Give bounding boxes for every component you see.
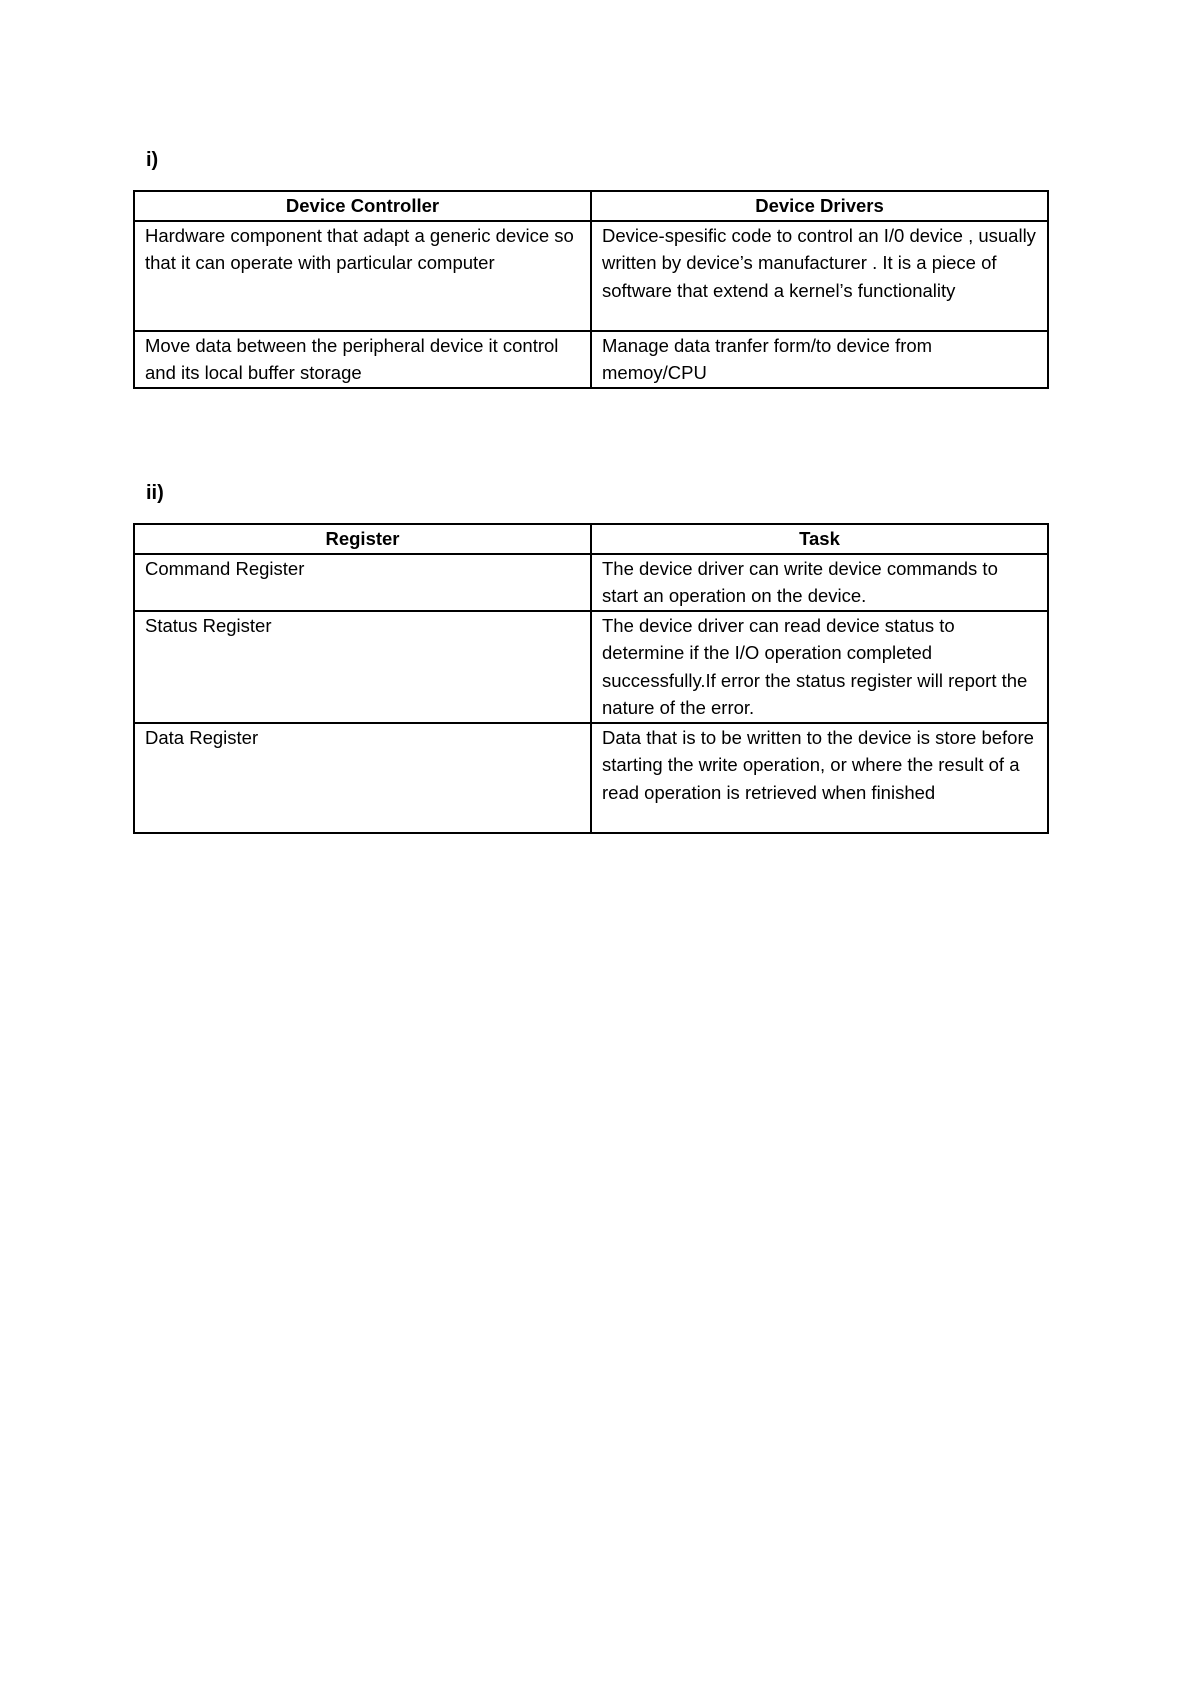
header-task: Task xyxy=(591,524,1048,554)
register-task-table xyxy=(133,523,1049,834)
table-cell: Data that is to be written to the device is store before starting the write operation, or where the result of a read operation is retrieved when finished xyxy=(591,723,1048,833)
section-ii-label: ii) xyxy=(146,482,164,504)
table-row xyxy=(134,554,1048,611)
table-cell: Status Register xyxy=(134,611,591,723)
table-cell: Manage data tranfer form/to device from memoy/CPU xyxy=(591,331,1048,388)
table-cell: Move data between the peripheral device it control and its local buffer storage xyxy=(134,331,591,388)
table-row xyxy=(134,611,1048,723)
table-row xyxy=(134,723,1048,833)
table-row xyxy=(134,221,1048,331)
table-cell: Command Register xyxy=(134,554,591,611)
section-i-label: i) xyxy=(146,149,159,171)
header-register: Register xyxy=(134,524,591,554)
table-header-row xyxy=(134,191,1048,221)
table-cell: The device driver can write device commands to start an operation on the device. xyxy=(591,554,1048,611)
header-device-controller: Device Controller xyxy=(134,191,591,221)
device-controller-vs-drivers-table xyxy=(133,190,1049,389)
table-cell: Device-spesific code to control an I/0 device , usually written by device’s manufacturer . It is a piece of software that extend a kernel’s functionality xyxy=(591,221,1048,331)
table-header-row xyxy=(134,524,1048,554)
table-cell: Data Register xyxy=(134,723,591,833)
header-device-drivers: Device Drivers xyxy=(591,191,1048,221)
table-row xyxy=(134,331,1048,388)
table-cell: Hardware component that adapt a generic device so that it can operate with particular computer xyxy=(134,221,591,331)
table-cell: The device driver can read device status to determine if the I/O operation completed successfully.If error the status register will report the nature of the error. xyxy=(591,611,1048,723)
